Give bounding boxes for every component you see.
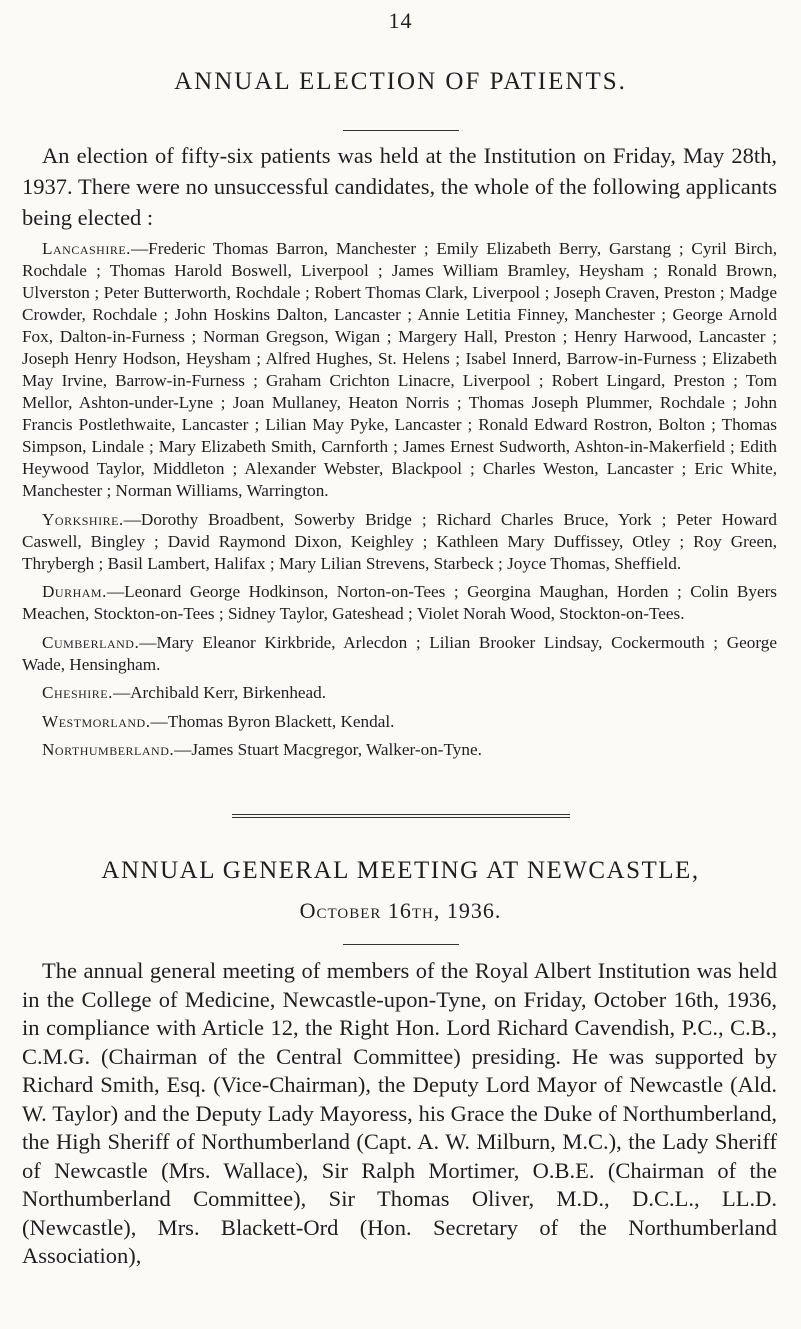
double-rule-top <box>232 814 570 815</box>
divider-rule <box>343 944 459 945</box>
county-entry <box>22 739 777 761</box>
county-entry <box>22 581 777 625</box>
page-number: 14 <box>388 8 413 33</box>
county-name: Cumberland. <box>42 632 140 652</box>
election-intro-text: An election of fifty-six patients was held at the Institution on Friday, May 28th, 1937. There were no unsuccessful candidates, the whole of the following applicants being elected : <box>22 143 777 230</box>
county-name: Durham. <box>42 582 107 601</box>
county-patients: —Frederic Thomas Barron, Manchester ; Emily Elizabeth Berry, Garstang ; Cyril Birch, Rochdale ; Thomas Harold Boswell, Liverpool ; James William Bramley, Heysham ; Ronald Brown, Ulverston ; Peter Butterworth, Rochdale ; Robert Thomas Clark, Liverpool ; Joseph Craven, Preston ; Madge Crowder, Rochdale ; John Hoskins Dalton, Lancaster ; Annie Letitia Finney, Manchester ; George Arnold Fox, Dalton-in-Furness ; Norman Gregson, Wigan ; Margery Hall, Preston ; Henry Harwood, Lancaster ; Joseph Henry Hodson, Heysham ; Alfred Hughes, St. Helens ; Isabel Innerd, Barrow-in-Furness ; Elizabeth May Irvine, Barrow-in-Furness ; Graham Crichton Linacre, Liverpool ; Robert Lingard, Preston ; Tom Mellor, Ashton-under-Lyne ; Joan Mullaney, Heaton Norris ; Thomas Joseph Plummer, Rochdale ; John Francis Postlethwaite, Lancaster ; Lilian May Pyke, Lancaster ; Ronald Edward Rostron, Bolton ; Thomas Simpson, Lindale ; Mary Elizabeth Smith, Carnforth ; James Ernest Sudworth, Ashton-in-Makerfield ; Edith Heywood Taylor, Middleton ; Alexander Webster, Blackpool ; Charles Weston, Lancaster ; Eric White, Manchester ; Norman Williams, Warrington. <box>22 239 777 500</box>
county-name: Lancashire. <box>42 239 131 258</box>
meeting-report-text: The annual general meeting of members of the Royal Albert Institution was held in the College of Medicine, Newcastle-upon-Tyne, on Friday, October 16th, 1936, in compliance with Article 12, the Right Hon. Lord Richard Cavendish, P.C., C.B., C.M.G. (Chairman of the Central Committee) presiding. He was supported by Richard Smith, Esq. (Vice-Chairman), the Deputy Lord Mayor of Newcastle (Ald. W. Taylor) and the Deputy Lady Mayoress, his Grace the Duke of Northumberland, the High Sheriff of Northumberland (Capt. A. W. Milburn, M.C.), the Lady Sheriff of Newcastle (Mrs. Wallace), Sir Ralph Mortimer, O.B.E. (Chairman of the Northumberland Committee), Sir Thomas Oliver, M.D., D.C.L., LL.D. (Newcastle), Mrs. Blackett-Ord (Hon. Secretary of the Northumberland Association), <box>22 958 777 1268</box>
county-patients: —Thomas Byron Blackett, Kendal. <box>150 711 395 731</box>
election-title: ANNUAL ELECTION OF PATIENTS. <box>174 68 627 95</box>
elected-patients-list <box>22 238 777 768</box>
county-name: Northumberland. <box>42 740 175 759</box>
county-entry <box>22 711 777 733</box>
election-intro <box>22 140 777 233</box>
meeting-report <box>22 957 777 1271</box>
county-patients: —James Stuart Macgregor, Walker-on-Tyne. <box>174 740 482 759</box>
county-entry <box>22 509 777 575</box>
county-name: Yorkshire. <box>42 509 124 529</box>
county-entry <box>22 682 777 704</box>
double-rule-bottom <box>232 817 570 818</box>
meeting-title: ANNUAL GENERAL MEETING AT NEWCASTLE, <box>101 857 700 884</box>
county-entry <box>22 632 777 676</box>
divider-rule <box>343 130 459 131</box>
county-name: Cheshire. <box>42 683 113 702</box>
county-patients: —Dorothy Broadbent, Sowerby Bridge ; Richard Charles Bruce, York ; Peter Howard Caswell, Bingley ; David Raymond Dixon, Keighley ; Kathleen Mary Duffissey, Otley ; Roy Green, Thrybergh ; Basil Lambert, Halifax ; Mary Lilian Strevens, Starbeck ; Joyce Thomas, Sheffield. <box>22 509 777 573</box>
county-patients: —Archibald Kerr, Birkenhead. <box>112 683 327 702</box>
county-patients: —Mary Eleanor Kirkbride, Arlecdon ; Lilian Brooker Lindsay, Cockermouth ; George Wade, Hensingham. <box>22 632 777 674</box>
meeting-date: October 16th, 1936. <box>299 898 502 923</box>
county-name: Westmorland. <box>42 711 151 731</box>
county-entry <box>22 238 777 502</box>
county-patients: —Leonard George Hodkinson, Norton-on-Tees ; Georgina Maughan, Horden ; Colin Byers Meachen, Stockton-on-Tees ; Sidney Taylor, Gateshead ; Violet Norah Wood, Stockton-on-Tees. <box>22 582 777 623</box>
